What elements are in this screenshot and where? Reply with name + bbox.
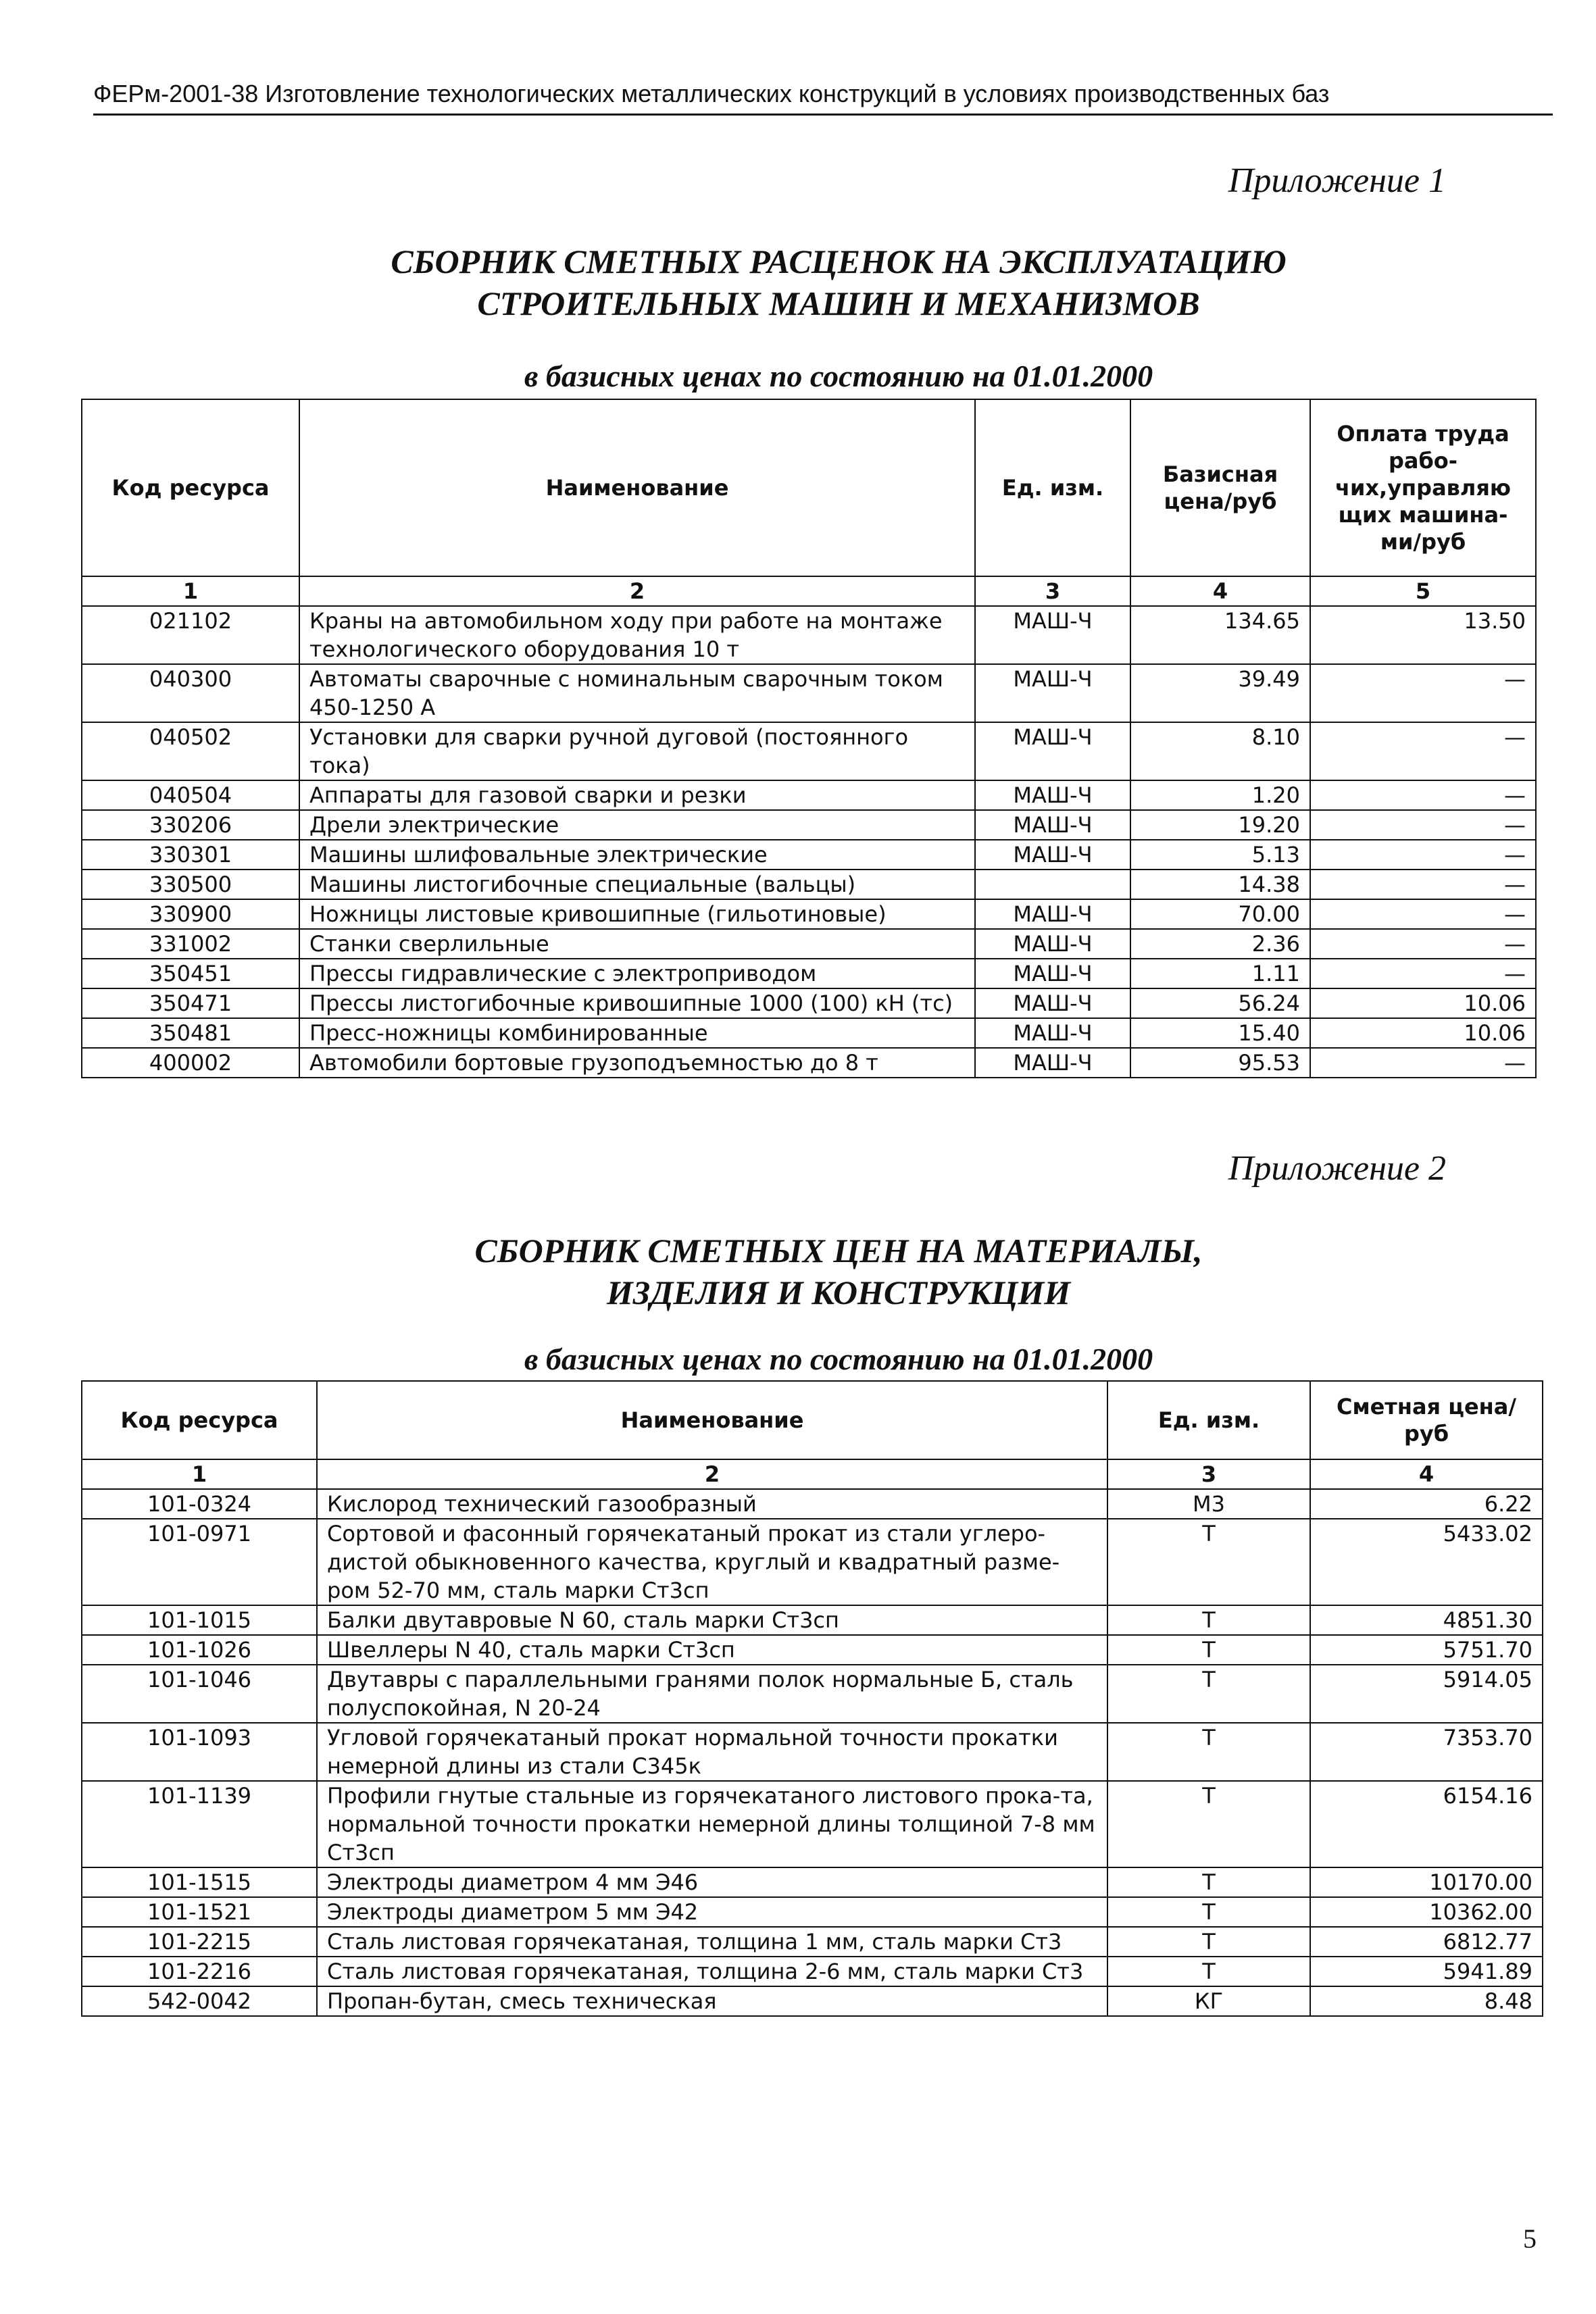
running-header: ФЕРм-2001-38 Изготовление технологических металлических конструкций в условиях производственных баз [93, 80, 1553, 116]
table-row [82, 664, 1536, 722]
appendix-2-title [0, 1230, 1596, 1313]
cell-code: 330301 [82, 840, 299, 870]
cell-code: 101-0324 [82, 1489, 317, 1519]
cell-name: Ножницы листовые кривошипные (гильотиновые) [299, 899, 975, 929]
cell-price: 7353.70 [1310, 1723, 1543, 1781]
table-row [82, 1048, 1536, 1078]
cell-name: Сталь листовая горячекатаная, толщина 1 мм, сталь марки Ст3 [317, 1927, 1107, 1957]
cell-code: 101-1093 [82, 1723, 317, 1781]
cell-code: 330900 [82, 899, 299, 929]
cell-unit: МАШ-Ч [975, 840, 1130, 870]
col-header-price: Базисная цена/руб [1130, 399, 1310, 576]
cell-unit: МАШ-Ч [975, 664, 1130, 722]
cell-wage: — [1310, 899, 1536, 929]
cell-wage: — [1310, 840, 1536, 870]
cell-unit: МАШ-Ч [975, 988, 1130, 1018]
cell-code: 101-2215 [82, 1927, 317, 1957]
cell-price: 39.49 [1130, 664, 1310, 722]
cell-unit: МАШ-Ч [975, 722, 1130, 780]
table-row [82, 1018, 1536, 1048]
cell-unit: Т [1107, 1897, 1310, 1927]
cell-name: Прессы гидравлические с электроприводом [299, 959, 975, 988]
cell-unit: МАШ-Ч [975, 959, 1130, 988]
cell-price: 56.24 [1130, 988, 1310, 1018]
table-row [82, 1927, 1543, 1957]
cell-price: 10170.00 [1310, 1867, 1543, 1897]
cell-name: Швеллеры N 40, сталь марки Ст3сп [317, 1635, 1107, 1665]
cell-unit [975, 870, 1130, 899]
cell-price: 5433.02 [1310, 1519, 1543, 1605]
cell-name: Краны на автомобильном ходу при работе на монтаже технологического оборудования 10 т [299, 606, 975, 664]
table-row [82, 988, 1536, 1018]
materials-table [81, 1380, 1543, 2017]
cell-code: 330500 [82, 870, 299, 899]
cell-wage: — [1310, 959, 1536, 988]
table-row [82, 1986, 1543, 2016]
col-header-wage: Оплата труда рабо-чих,управляю щих машина-ми/руб [1310, 399, 1536, 576]
col-header-code: Код ресурса [82, 399, 299, 576]
cell-unit: МАШ-Ч [975, 899, 1130, 929]
cell-price: 8.48 [1310, 1986, 1543, 2016]
col-header-name: Наименование [299, 399, 975, 576]
table-row [82, 1489, 1543, 1519]
table-row [82, 899, 1536, 929]
cell-code: 350471 [82, 988, 299, 1018]
cell-unit: МАШ-Ч [975, 780, 1130, 810]
table-row [82, 1665, 1543, 1723]
cell-price: 15.40 [1130, 1018, 1310, 1048]
cell-price: 5751.70 [1310, 1635, 1543, 1665]
cell-name: Сталь листовая горячекатаная, толщина 2-6 мм, сталь марки Ст3 [317, 1957, 1107, 1986]
cell-unit: Т [1107, 1665, 1310, 1723]
appendix-1-subtitle: в базисных ценах по состоянию на 01.01.2000 [524, 359, 1153, 393]
cell-unit: Т [1107, 1957, 1310, 1986]
table-row [82, 780, 1536, 810]
cell-code: 101-1026 [82, 1635, 317, 1665]
cell-wage: — [1310, 929, 1536, 959]
machines-table [81, 399, 1537, 1078]
cell-price: 1.11 [1130, 959, 1310, 988]
table-row [82, 1723, 1543, 1781]
cell-name: Пресс-ножницы комбинированные [299, 1018, 975, 1048]
cell-code: 101-0971 [82, 1519, 317, 1605]
col-header-name: Наименование [317, 1381, 1107, 1459]
cell-code: 350451 [82, 959, 299, 988]
cell-name: Машины листогибочные специальные (вальцы) [299, 870, 975, 899]
table-row [82, 1635, 1543, 1665]
cell-code: 101-1515 [82, 1867, 317, 1897]
cell-unit: МАШ-Ч [975, 929, 1130, 959]
cell-wage: 10.06 [1310, 1018, 1536, 1048]
cell-code: 021102 [82, 606, 299, 664]
cell-name: Двутавры с параллельными гранями полок нормальные Б, сталь полуспокойная, N 20-24 [317, 1665, 1107, 1723]
cell-unit: Т [1107, 1867, 1310, 1897]
page-number: 5 [1523, 2223, 1537, 2254]
cell-name: Угловой горячекатаный прокат нормальной точности прокатки немерной длины из стали С345к [317, 1723, 1107, 1781]
cell-code: 040502 [82, 722, 299, 780]
cell-unit: Т [1107, 1635, 1310, 1665]
cell-unit: МАШ-Ч [975, 1048, 1130, 1078]
cell-price: 6.22 [1310, 1489, 1543, 1519]
cell-unit: М3 [1107, 1489, 1310, 1519]
cell-wage: — [1310, 780, 1536, 810]
cell-wage: — [1310, 810, 1536, 840]
table-row [82, 929, 1536, 959]
column-number-row: 1 2 3 4 [82, 1459, 1543, 1489]
cell-wage: 10.06 [1310, 988, 1536, 1018]
cell-name: Машины шлифовальные электрические [299, 840, 975, 870]
table-row [82, 1957, 1543, 1986]
appendix-2-subtitle: в базисных ценах по состоянию на 01.01.2000 [524, 1342, 1153, 1376]
appendix-2-label: Приложение 2 [1228, 1149, 1446, 1188]
cell-code: 101-1521 [82, 1897, 317, 1927]
cell-name: Балки двутавровые N 60, сталь марки Ст3сп [317, 1605, 1107, 1635]
cell-code: 350481 [82, 1018, 299, 1048]
cell-code: 040300 [82, 664, 299, 722]
appendix-2-title-line2: ИЗДЕЛИЯ И КОНСТРУКЦИИ [606, 1274, 1071, 1311]
cell-unit: МАШ-Ч [975, 810, 1130, 840]
col-header-unit: Ед. изм. [975, 399, 1130, 576]
cell-price: 134.65 [1130, 606, 1310, 664]
appendix-1-title-line1: СБОРНИК СМЕТНЫХ РАСЦЕНОК НА ЭКСПЛУАТАЦИЮ [391, 243, 1287, 280]
cell-unit: Т [1107, 1519, 1310, 1605]
cell-name: Аппараты для газовой сварки и резки [299, 780, 975, 810]
cell-price: 5941.89 [1310, 1957, 1543, 1986]
cell-price: 5.13 [1130, 840, 1310, 870]
cell-price: 4851.30 [1310, 1605, 1543, 1635]
appendix-1-title-line2: СТРОИТЕЛЬНЫХ МАШИН И МЕХАНИЗМОВ [477, 284, 1200, 322]
cell-name: Пропан-бутан, смесь техническая [317, 1986, 1107, 2016]
cell-name: Кислород технический газообразный [317, 1489, 1107, 1519]
table-row [82, 870, 1536, 899]
table-row [82, 840, 1536, 870]
cell-name: Дрели электрические [299, 810, 975, 840]
cell-price: 1.20 [1130, 780, 1310, 810]
cell-name: Автомобили бортовые грузоподъемностью до 8 т [299, 1048, 975, 1078]
cell-price: 6812.77 [1310, 1927, 1543, 1957]
table-row [82, 1519, 1543, 1605]
cell-name: Электроды диаметром 5 мм Э42 [317, 1897, 1107, 1927]
cell-price: 5914.05 [1310, 1665, 1543, 1723]
cell-unit: МАШ-Ч [975, 1018, 1130, 1048]
col-header-code: Код ресурса [82, 1381, 317, 1459]
cell-unit: МАШ-Ч [975, 606, 1130, 664]
cell-name: Станки сверлильные [299, 929, 975, 959]
cell-code: 101-1046 [82, 1665, 317, 1723]
appendix-1-title [0, 241, 1596, 324]
cell-code: 101-1015 [82, 1605, 317, 1635]
cell-price: 2.36 [1130, 929, 1310, 959]
cell-unit: Т [1107, 1605, 1310, 1635]
cell-name: Автоматы сварочные с номинальным сварочным током 450-1250 А [299, 664, 975, 722]
cell-code: 330206 [82, 810, 299, 840]
cell-code: 101-1139 [82, 1781, 317, 1867]
cell-price: 8.10 [1130, 722, 1310, 780]
col-header-price: Сметная цена/руб [1310, 1381, 1543, 1459]
cell-name: Профили гнутые стальные из горячекатаного листового прока-та, нормальной точности прокатки немерной длины толщиной 7-8 мм Ст3сп [317, 1781, 1107, 1867]
cell-unit: КГ [1107, 1986, 1310, 2016]
cell-code: 040504 [82, 780, 299, 810]
appendix-2-title-line1: СБОРНИК СМЕТНЫХ ЦЕН НА МАТЕРИАЛЫ, [474, 1232, 1203, 1269]
cell-price: 95.53 [1130, 1048, 1310, 1078]
table-row [82, 810, 1536, 840]
cell-name: Прессы листогибочные кривошипные 1000 (100) кН (тс) [299, 988, 975, 1018]
table-row [82, 1605, 1543, 1635]
table-row [82, 1897, 1543, 1927]
cell-name: Сортовой и фасонный горячекатаный прокат из стали углеро-дистой обыкновенного качества, круглый и квадратный разме-ром 52-70 мм, сталь марки Ст3сп [317, 1519, 1107, 1605]
table-row [82, 1781, 1543, 1867]
cell-wage: 13.50 [1310, 606, 1536, 664]
cell-name: Установки для сварки ручной дуговой (постоянного тока) [299, 722, 975, 780]
cell-name: Электроды диаметром 4 мм Э46 [317, 1867, 1107, 1897]
cell-code: 400002 [82, 1048, 299, 1078]
cell-price: 6154.16 [1310, 1781, 1543, 1867]
cell-price: 70.00 [1130, 899, 1310, 929]
cell-wage: — [1310, 1048, 1536, 1078]
cell-code: 101-2216 [82, 1957, 317, 1986]
cell-price: 10362.00 [1310, 1897, 1543, 1927]
cell-price: 19.20 [1130, 810, 1310, 840]
cell-unit: Т [1107, 1927, 1310, 1957]
table-row [82, 959, 1536, 988]
cell-wage: — [1310, 722, 1536, 780]
cell-code: 542-0042 [82, 1986, 317, 2016]
table-row [82, 722, 1536, 780]
cell-price: 14.38 [1130, 870, 1310, 899]
cell-wage: — [1310, 664, 1536, 722]
table-row [82, 1867, 1543, 1897]
table-row [82, 606, 1536, 664]
cell-unit: Т [1107, 1781, 1310, 1867]
appendix-1-label: Приложение 1 [1228, 161, 1446, 200]
cell-unit: Т [1107, 1723, 1310, 1781]
column-number-row: 1 2 3 4 5 [82, 576, 1536, 606]
col-header-unit: Ед. изм. [1107, 1381, 1310, 1459]
cell-code: 331002 [82, 929, 299, 959]
cell-wage: — [1310, 870, 1536, 899]
